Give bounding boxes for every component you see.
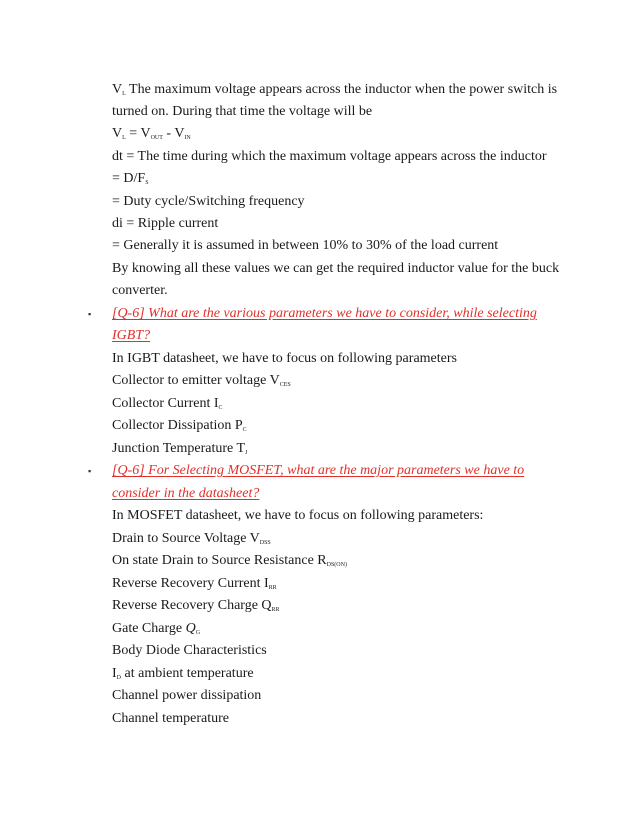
bullet-marker: ▪	[88, 466, 92, 476]
list-item: Channel power dissipation	[112, 688, 262, 703]
text-line: turned on. During that time the voltage will be	[112, 104, 373, 119]
text-line: In IGBT datasheet, we have to focus on following parameters	[112, 351, 457, 366]
equation-line: $V_L = V_{OUT} - V_{IN}$	[112, 126, 191, 141]
text-line: = Duty cycle/Switching frequency	[112, 194, 305, 209]
list-item: Channel temperature	[112, 711, 230, 726]
list-item: Drain to Source Voltage $V_{DSS}$	[112, 531, 271, 546]
question-heading: IGBT?	[112, 328, 151, 343]
list-item: Body Diode Characteristics	[112, 643, 267, 658]
question-heading: [Q-6] For Selecting MOSFET, what are the major parameters we have to	[112, 463, 525, 478]
text-line: In MOSFET datasheet, we have to focus on following parameters:	[112, 508, 484, 523]
list-item: $I_D$ at ambient temperature	[112, 666, 254, 681]
question-heading: consider in the datasheet?	[112, 486, 260, 501]
list-item: Collector to emitter voltage $V_{CES}$	[112, 373, 291, 388]
text-line: converter.	[112, 283, 168, 298]
equation-line: = $D/F_S$	[112, 171, 149, 186]
text-line: = Generally it is assumed in between 10% to 30% of the load current	[112, 238, 499, 253]
list-item: Junction Temperature $T_J$	[112, 441, 248, 456]
text-line: di = Ripple current	[112, 216, 219, 231]
text-line: By knowing all these values we can get the required inductor value for the buck	[112, 261, 560, 276]
question-heading: [Q-6] What are the various parameters we have to consider, while selecting	[112, 306, 537, 321]
list-item: Collector Dissipation $P_C$	[112, 418, 247, 433]
list-item: Gate Charge $Q_G$	[112, 621, 201, 636]
bullet-marker: ▪	[88, 309, 92, 319]
text-line: $V_L$ The maximum voltage appears across the inductor when the power switch is	[112, 82, 558, 97]
list-item: Collector Current $I_C$	[112, 396, 223, 411]
text-line: dt = The time during which the maximum voltage appears across the inductor	[112, 149, 547, 164]
list-item: On state Drain to Source Resistance $R_{DS(ON)}$	[112, 553, 347, 568]
list-item: Reverse Recovery Charge $Q_{RR}$	[112, 598, 280, 613]
list-item: Reverse Recovery Current $I_{RR}$	[112, 576, 277, 591]
